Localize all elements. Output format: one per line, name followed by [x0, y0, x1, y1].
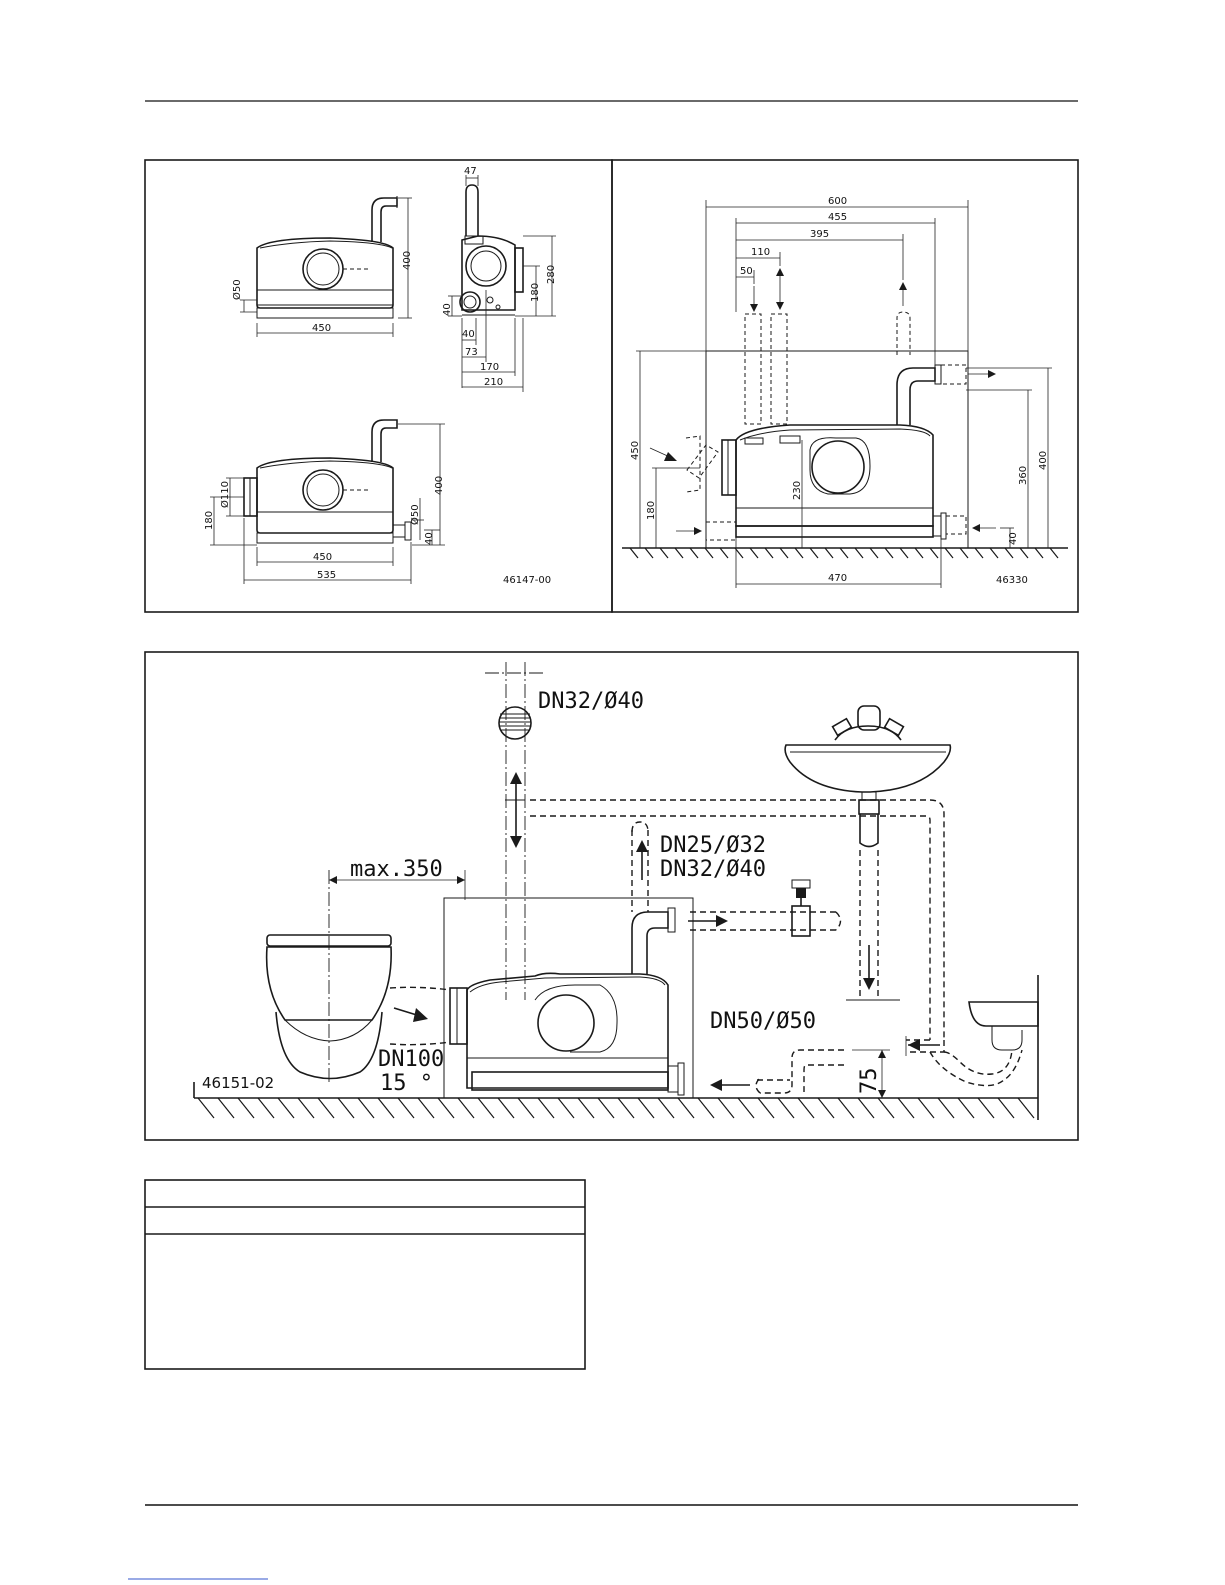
panel-frame-left [145, 160, 612, 612]
svg-text:73: 73 [465, 347, 478, 358]
installation-drawing [145, 652, 1078, 1140]
svg-text:395: 395 [810, 229, 830, 240]
pump-side-view [442, 166, 557, 392]
svg-text:450: 450 [630, 440, 641, 460]
svg-text:400: 400 [402, 250, 413, 270]
svg-text:180: 180 [530, 282, 541, 302]
floor-hatching [630, 548, 1058, 558]
svg-text:455: 455 [828, 212, 848, 223]
basin-drain [710, 1050, 890, 1098]
flow-arrows-right [650, 268, 996, 535]
svg-text:40: 40 [442, 303, 453, 316]
svg-text:47: 47 [464, 166, 477, 177]
label-inlet-angle: 15 ° [380, 1071, 433, 1096]
svg-text:360: 360 [1018, 465, 1029, 485]
label-vent: DN32/Ø40 [538, 689, 644, 714]
vent-pipe [485, 662, 544, 1000]
svg-text:50: 50 [740, 266, 753, 277]
figure-ref-right: 46330 [996, 575, 1028, 586]
label-inlet: DN100 [378, 1047, 445, 1072]
blank-table [145, 1180, 585, 1369]
figure-ref-installation: 46151-02 [202, 1074, 275, 1092]
svg-text:Ø50: Ø50 [410, 504, 421, 525]
svg-text:400: 400 [434, 475, 445, 495]
adjacent-sink [930, 1002, 1038, 1086]
svg-text:Ø110: Ø110 [220, 481, 231, 508]
svg-text:180: 180 [204, 510, 215, 530]
svg-text:170: 170 [480, 362, 500, 373]
floor-hatching-installation [198, 1098, 1034, 1118]
svg-text:40: 40 [462, 329, 475, 340]
svg-text:Ø50: Ø50 [232, 279, 243, 300]
svg-text:40: 40 [1008, 532, 1019, 545]
label-basin: DN50/Ø50 [710, 1009, 816, 1034]
label-discharge-1: DN25/Ø32 [660, 833, 766, 858]
svg-text:535: 535 [317, 570, 337, 581]
toilet-drawing [267, 870, 392, 1082]
pump-installation [450, 908, 684, 1095]
svg-text:75: 75 [857, 1067, 882, 1094]
panel-frame-installation [145, 652, 1078, 1140]
svg-text:400: 400 [1038, 450, 1049, 470]
svg-text:max.350: max.350 [350, 857, 443, 882]
svg-text:470: 470 [828, 573, 848, 584]
svg-text:450: 450 [313, 552, 333, 563]
svg-text:230: 230 [792, 480, 803, 500]
svg-text:450: 450 [312, 323, 332, 334]
washbasin-drawing [785, 706, 950, 1000]
svg-text:180: 180 [646, 500, 657, 520]
label-discharge-2: DN32/Ø40 [660, 857, 766, 882]
svg-text:40: 40 [424, 532, 435, 545]
svg-text:210: 210 [484, 377, 504, 388]
dimensions-right [630, 196, 1052, 588]
pump-front-view [231, 196, 413, 337]
svg-text:600: 600 [828, 196, 848, 207]
svg-text:110: 110 [751, 247, 771, 258]
svg-text:280: 280 [546, 264, 557, 284]
pump-body-right [722, 365, 946, 539]
dimension-drawing-left [145, 160, 612, 612]
pump-front-view-inlet [204, 420, 445, 584]
figure-ref-left: 46147-00 [503, 575, 552, 586]
dimension-drawing-right [612, 160, 1078, 612]
